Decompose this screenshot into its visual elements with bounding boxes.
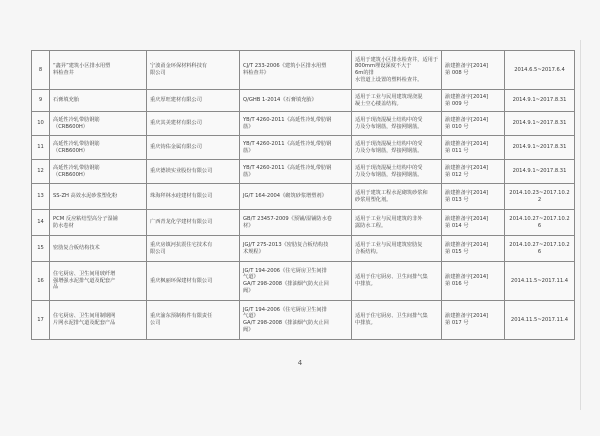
cell-text-line: 广西青龙化学建材有限公司 [150, 219, 213, 226]
cell-validity-period: 2014.9.1~2017.8.31 [505, 136, 575, 160]
cell-text-line: 重庆厚旺建材有限公司 [150, 97, 202, 104]
cell-text-line: 术规程》 [243, 248, 264, 255]
cell-text-line: 石膏填充胎 [53, 97, 79, 104]
cell-text-line: 凝土空心楼盖结构。 [355, 100, 402, 107]
table-row [32, 90, 575, 112]
cell-text-line: 第 012 号 [445, 171, 469, 178]
cell-validity-period: 2014.9.1~2017.8.31 [505, 160, 575, 184]
cell-product-name [50, 236, 147, 262]
cell-text-line: 第 013 号 [445, 196, 469, 203]
cell-text-line: Q/GHB 1-2014《石膏填充胎》 [243, 97, 317, 104]
cell-text-line: 第 011 号 [445, 147, 469, 154]
cell-text-line: 高延性冷轧带肋钢筋 [53, 116, 100, 123]
cell-product-name [50, 301, 147, 340]
cell-text-line: GA/T 298-2008《排油烟气防火止回 [243, 320, 329, 326]
cell-product-name [50, 90, 147, 112]
cell-product-name [50, 112, 147, 136]
cell-standard [240, 236, 352, 262]
cell-text-line: 第 017 号 [445, 320, 469, 326]
cell-scope [352, 184, 442, 210]
page-number: 4 [297, 359, 303, 367]
cell-number: 11 [32, 136, 50, 160]
cell-number: 16 [32, 262, 50, 301]
cell-text-line: GB/T 23457-2009《预铺/湿铺防水卷 [243, 215, 332, 222]
cell-number: 15 [32, 236, 50, 262]
cell-standard [240, 51, 352, 90]
cell-text-line: （CRB600H） [53, 123, 88, 130]
product-registry-table [31, 50, 575, 340]
cell-company [147, 90, 240, 112]
cell-number: 13 [32, 184, 50, 210]
cell-text-line: 渝建推备字[2014] [445, 140, 489, 147]
cell-registration-number [442, 262, 505, 301]
cell-product-name [50, 51, 147, 90]
cell-company [147, 301, 240, 340]
cell-text-line: （CRB600H） [53, 171, 88, 178]
table-row [32, 262, 575, 301]
cell-text-line: 料检查井》 [243, 70, 269, 76]
cell-scope [352, 210, 442, 236]
cell-company [147, 160, 240, 184]
cell-product-name [50, 160, 147, 184]
cell-scope [352, 160, 442, 184]
cell-text-line: YB/T 4260-2011《高延性冷轧带肋钢 [243, 164, 332, 171]
cell-text-line: CJ/T 233-2006《建筑小区排水用塑 [243, 63, 327, 70]
table-row [32, 184, 575, 210]
cell-text-line: 适用于现浇混凝土结构中的受 [355, 164, 423, 171]
cell-text-line: 适用于工业与民用建筑的非外 [355, 215, 423, 222]
cell-text-line: 重庆枫丽环保建材有限公司 [150, 277, 213, 284]
cell-text-line: 第 010 号 [445, 123, 469, 130]
cell-text-line: JG/T 194-2006《住宅厨房卫生间排 [243, 267, 327, 274]
cell-text-line: 渝建推备字[2014] [445, 313, 489, 320]
cell-text-line: 适用于现浇混凝土结构中的受 [355, 140, 423, 147]
cell-registration-number [442, 51, 505, 90]
cell-company [147, 51, 240, 90]
cell-text-line: 第 008 号 [445, 70, 469, 76]
cell-registration-number [442, 184, 505, 210]
cell-number: 12 [32, 160, 50, 184]
cell-text-line: 品 [53, 284, 59, 291]
cell-text-line: JGJ/T 275-2013《密肋复合板结构技 [243, 241, 329, 248]
cell-text-line: 限公司 [150, 70, 166, 76]
cell-text-line: 重庆其美建材有限公司 [150, 120, 202, 127]
cell-text-line: 适用于工业与民用建筑现浇混 [355, 93, 423, 100]
cell-text-line: 适用于现浇混凝土结构中的受 [355, 116, 423, 123]
cell-registration-number [442, 136, 505, 160]
cell-company [147, 184, 240, 210]
cell-product-name [50, 136, 147, 160]
cell-text-line: 第 015 号 [445, 248, 469, 255]
cell-text-line: 筋》 [243, 171, 254, 178]
table-row [32, 236, 575, 262]
cell-text-line: 适用于住宅厨房、卫生间排气集 [355, 274, 428, 281]
table-row [32, 160, 575, 184]
cell-validity-period: 2014.10.23~2017.10.22 [505, 184, 575, 210]
cell-text-line: 强增强水泥排气道及配套产 [53, 277, 116, 284]
cell-registration-number [442, 112, 505, 136]
cell-text-line: 重庆渝东预制构件有限责任 [150, 313, 213, 320]
cell-text-line: 渝建推备字[2014] [445, 241, 489, 248]
cell-text-line: 重庆德镁实业股份有限公司 [150, 168, 213, 175]
cell-scope [352, 90, 442, 112]
cell-text-line: “鑫昇”建筑小区排水用塑 [53, 63, 111, 70]
cell-product-name [50, 210, 147, 236]
cell-text-line: 阀》 [243, 326, 254, 333]
cell-text-line: 渝建推备字[2014] [445, 164, 489, 171]
cell-validity-period: 2014.9.1~2017.8.31 [505, 90, 575, 112]
cell-text-line: 露防水工程。 [355, 222, 387, 229]
cell-number: 14 [32, 210, 50, 236]
cell-text-line: SS-ZH 高效水泥砂浆塑化粉 [53, 193, 118, 200]
cell-text-line: 力及分布钢筋，焊接网钢筋。 [355, 171, 423, 178]
cell-validity-period: 2014.6.5~2017.6.4 [505, 51, 575, 90]
cell-text-line: 力及分布钢筋，焊接网钢筋。 [355, 123, 423, 130]
cell-text-line: 800mm埋设深度不大于 [355, 63, 412, 70]
cell-text-line: 高延性冷轧带肋钢筋 [53, 164, 100, 171]
cell-text-line: 第 016 号 [445, 281, 469, 287]
cell-scope [352, 112, 442, 136]
cell-company [147, 112, 240, 136]
cell-text-line: 限公司 [150, 248, 166, 255]
cell-text-line: 适用于工业与民用建筑密肋复 [355, 241, 423, 248]
cell-validity-period: 2014.9.1~2017.8.31 [505, 112, 575, 136]
cell-company [147, 262, 240, 301]
cell-text-line: 中排放。 [355, 320, 376, 326]
cell-text-line: 片网水泥排气道及配套产品 [53, 320, 116, 326]
cell-number: 9 [32, 90, 50, 112]
cell-text-line: YB/T 4260-2011《高延性冷轧带肋钢 [243, 140, 332, 147]
cell-standard [240, 184, 352, 210]
cell-text-line: JG/T 164-2004《砌筑砂浆增塑剂》 [243, 193, 327, 200]
cell-standard [240, 90, 352, 112]
cell-company [147, 136, 240, 160]
cell-validity-period: 2014.10.27~2017.10.26 [505, 236, 575, 262]
cell-text-line: PCM 反应粘结型高分子湿铺 [53, 215, 118, 222]
cell-text-line: 密肋复合板结构技术 [53, 245, 100, 252]
cell-scope [352, 301, 442, 340]
cell-text-line: 珠海拜林水硅建材有限公司 [150, 193, 213, 200]
cell-text-line: 中排放。 [355, 281, 376, 287]
cell-text-line: 第 009 号 [445, 100, 469, 107]
table-row [32, 136, 575, 160]
cell-text-line: 高延性冷轧带肋钢筋 [53, 140, 100, 147]
cell-text-line: JG/T 194-2006《住宅厨房卫生间排 [243, 306, 327, 313]
cell-text-line: 适用于建筑小区排水检查井，适用于 [355, 56, 439, 63]
cell-company [147, 236, 240, 262]
table-row [32, 112, 575, 136]
cell-text-line: 第 014 号 [445, 222, 469, 229]
cell-text-line: 筋》 [243, 147, 254, 154]
cell-text-line: 砂浆用塑化剂。 [355, 196, 392, 203]
cell-text-line: 公司 [150, 320, 161, 326]
cell-text-line: 渝建推备字[2014] [445, 215, 489, 222]
cell-number: 17 [32, 301, 50, 340]
cell-text-line: 筋》 [243, 123, 254, 130]
cell-text-line: GA/T 298-2008《排油烟气防火止回 [243, 281, 329, 287]
cell-standard [240, 262, 352, 301]
table-row [32, 301, 575, 340]
cell-registration-number [442, 160, 505, 184]
cell-text-line: 合板结构。 [355, 248, 381, 255]
cell-text-line: （CRB600H） [53, 147, 88, 154]
cell-validity-period: 2014.10.27~2017.10.26 [505, 210, 575, 236]
cell-text-line: 水管道上设置的塑料检查井。 [355, 76, 423, 83]
cell-text-line: 气道》 [243, 313, 259, 320]
cell-registration-number [442, 90, 505, 112]
cell-validity-period: 2014.11.5~2017.11.4 [505, 262, 575, 301]
cell-text-line: 重庆钧佑金属有限公司 [150, 144, 202, 151]
cell-scope [352, 262, 442, 301]
cell-scope [352, 236, 442, 262]
cell-registration-number [442, 236, 505, 262]
scan-edge-line [580, 40, 581, 410]
cell-product-name [50, 184, 147, 210]
cell-registration-number [442, 301, 505, 340]
cell-standard [240, 136, 352, 160]
cell-text-line: 力及分布钢筋，焊接网钢筋。 [355, 147, 423, 154]
table-row [32, 51, 575, 90]
cell-text-line: 渝建推备字[2014] [445, 274, 489, 281]
cell-number: 8 [32, 51, 50, 90]
cell-standard [240, 210, 352, 236]
cell-text-line: 6m的排 [355, 70, 374, 76]
cell-text-line: 宁波甬金环保材料科技有 [150, 63, 208, 70]
cell-text-line: 材》 [243, 222, 254, 229]
cell-scope [352, 136, 442, 160]
cell-standard [240, 112, 352, 136]
cell-product-name [50, 262, 147, 301]
cell-text-line: 适用于住宅厨房、卫生间排气集 [355, 313, 428, 320]
cell-validity-period: 2014.11.5~2017.11.4 [505, 301, 575, 340]
cell-registration-number [442, 210, 505, 236]
cell-text-line: 阀》 [243, 287, 254, 294]
cell-text-line: 渝建推备字[2014] [445, 189, 489, 196]
cell-text-line: 重庆房镇河抗震住宅技术有 [150, 241, 213, 248]
cell-text-line: 料检查井 [53, 70, 74, 76]
cell-text-line: 渝建推备字[2014] [445, 116, 489, 123]
cell-text-line: 渝建推备字[2014] [445, 63, 489, 70]
cell-scope [352, 51, 442, 90]
cell-text-line: 渝建推备字[2014] [445, 93, 489, 100]
cell-text-line: 适用于建筑工程水泥砌筑砂浆和 [355, 189, 428, 196]
cell-text-line: 住宅厨房、卫生间用玻纤增 [53, 271, 116, 278]
cell-text-line: 住宅厨房、卫生间用制钢网 [53, 313, 116, 320]
table-body [32, 51, 575, 340]
cell-standard [240, 301, 352, 340]
cell-text-line: 气道》 [243, 274, 259, 281]
cell-number: 10 [32, 112, 50, 136]
table-row [32, 210, 575, 236]
cell-text-line: 防水卷材 [53, 222, 74, 229]
cell-text-line: YB/T 4260-2011《高延性冷轧带肋钢 [243, 116, 332, 123]
cell-company [147, 210, 240, 236]
cell-standard [240, 160, 352, 184]
